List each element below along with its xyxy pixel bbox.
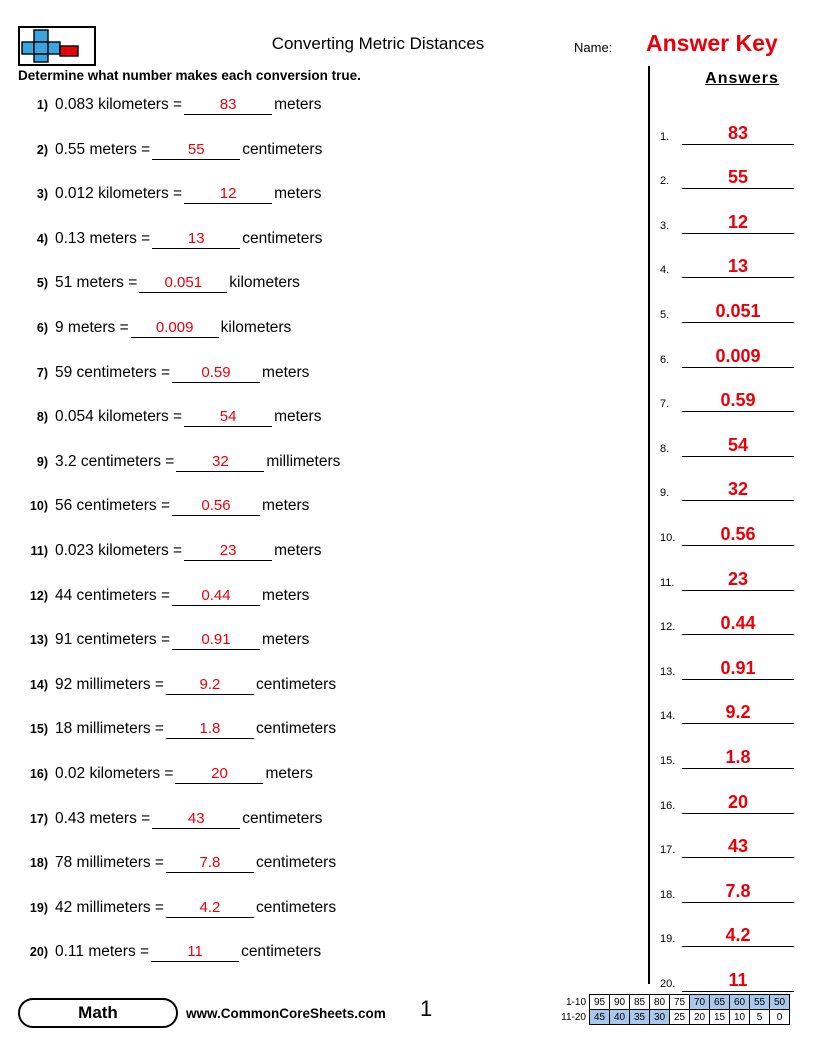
problem-row [18, 319, 638, 364]
score-cell: 65 [710, 995, 730, 1010]
problem-number: 14) [29, 677, 48, 692]
answer-number: 13. [660, 665, 676, 678]
problem-row [18, 720, 638, 765]
answer-value[interactable]: 23 [682, 568, 794, 591]
problem-unit: centimeters [255, 720, 337, 738]
name-label: Name: [574, 40, 613, 55]
problem-row [18, 676, 638, 721]
problem-list [18, 96, 638, 988]
problem-row [18, 765, 638, 810]
score-row-1 [558, 995, 790, 1010]
answer-blank[interactable]: 55 [152, 141, 240, 160]
answer-number: 4. [660, 264, 670, 277]
problem-row [18, 364, 638, 409]
problem-row [18, 631, 638, 676]
answer-number: 2. [660, 175, 670, 188]
problem-number: 7) [36, 365, 48, 380]
problem-number: 1) [36, 98, 48, 112]
score-cell: 55 [750, 995, 770, 1010]
answer-row [660, 907, 806, 952]
answer-row [660, 238, 806, 283]
answer-value[interactable]: 0.009 [682, 345, 794, 368]
answer-row [660, 372, 806, 417]
problem-number: 6) [36, 320, 48, 335]
answer-blank[interactable]: 54 [184, 408, 272, 427]
problem-number: 15) [29, 722, 48, 737]
answer-blank[interactable]: 0.44 [172, 587, 260, 606]
answer-number: 8. [660, 442, 670, 455]
problem-number: 10) [29, 499, 48, 514]
answer-blank[interactable]: 7.8 [166, 854, 254, 873]
answer-row [660, 728, 806, 773]
problem-text: 44 centimeters = [55, 586, 171, 604]
page-title: Converting Metric Distances [271, 34, 485, 53]
answer-blank[interactable]: 20 [175, 765, 263, 784]
answer-blank[interactable]: 4.2 [166, 899, 254, 918]
score-cell: 45 [590, 1010, 610, 1025]
problem-unit: centimeters [241, 943, 322, 961]
problem-text: 0.11 meters = [55, 943, 150, 961]
plus-blocks-logo-icon [18, 26, 96, 66]
score-cell: 80 [650, 995, 670, 1010]
answer-key-badge: Answer Key [646, 30, 778, 56]
problem-text: 18 millimeters = [55, 720, 164, 738]
answer-row [660, 282, 806, 327]
problem-text: 78 millimeters = [55, 854, 164, 872]
problem-number: 9) [36, 454, 48, 469]
problem-unit: centimeters [255, 898, 337, 916]
problem-text: 51 meters = [55, 274, 138, 292]
problem-number: 5) [36, 276, 48, 291]
problem-row [18, 810, 638, 855]
problem-text: 0.55 meters = [55, 140, 151, 158]
answer-number: 1. [660, 130, 670, 143]
problem-text: 59 centimeters = [55, 363, 171, 381]
problem-row [18, 230, 638, 275]
problem-unit: centimeters [242, 140, 323, 158]
score-cell: 75 [670, 995, 690, 1010]
column-divider [648, 66, 650, 984]
problem-unit: meters [274, 541, 322, 559]
problem-number: 2) [36, 142, 48, 157]
problem-text: 0.083 kilometers = [55, 96, 183, 113]
problem-text: 0.43 meters = [55, 809, 151, 827]
answer-number: 12. [660, 621, 676, 634]
score-cell: 70 [690, 995, 710, 1010]
answer-number: 6. [660, 353, 670, 366]
problem-row [18, 408, 638, 453]
worksheet-header [18, 26, 798, 66]
score-cell: 50 [770, 995, 790, 1010]
answer-row [660, 416, 806, 461]
answer-blank[interactable]: 32 [176, 453, 264, 472]
score-cell: 0 [770, 1010, 790, 1025]
score-cell: 85 [630, 995, 650, 1010]
answer-number: 11. [660, 576, 675, 589]
answer-number: 17. [660, 844, 676, 857]
score-row-1-label: 1-10 [565, 996, 586, 1008]
answer-number: 15. [660, 754, 676, 767]
answer-blank[interactable]: 9.2 [166, 676, 254, 695]
problem-number: 12) [29, 588, 48, 603]
problem-text: 9 meters = [55, 318, 129, 336]
answer-value[interactable]: 83 [682, 122, 794, 145]
problem-text: 0.023 kilometers = [55, 541, 183, 559]
problem-number: 13) [29, 633, 48, 648]
problem-row [18, 96, 638, 141]
problem-number: 11) [30, 543, 48, 558]
answer-blank[interactable]: 0.56 [172, 497, 260, 516]
answer-row [660, 639, 806, 684]
answer-value[interactable]: 0.051 [682, 300, 794, 323]
problem-unit: meters [262, 631, 310, 649]
problem-unit: meters [274, 96, 322, 113]
problem-unit: kilometers [220, 318, 292, 336]
answer-value[interactable]: 4.2 [682, 924, 794, 947]
answer-number: 5. [660, 308, 670, 321]
answer-blank[interactable]: 1.8 [166, 720, 254, 739]
problem-text: 3.2 centimeters = [55, 452, 175, 470]
problem-row [18, 899, 638, 944]
answer-value[interactable]: 55 [682, 166, 794, 189]
answer-blank[interactable]: 13 [152, 230, 240, 249]
score-cell: 30 [650, 1010, 670, 1025]
answer-row [660, 684, 806, 729]
problem-number: 16) [29, 766, 48, 781]
answer-number: 19. [660, 933, 676, 946]
answer-blank[interactable]: 0.91 [172, 631, 260, 650]
answer-row [660, 862, 806, 907]
score-cell: 95 [590, 995, 610, 1010]
problem-row [18, 453, 638, 498]
answer-row [660, 461, 806, 506]
problem-unit: meters [262, 586, 310, 604]
problem-text: 0.012 kilometers = [55, 185, 183, 203]
answer-row [660, 550, 806, 595]
answer-key-list [660, 104, 806, 996]
answer-value[interactable]: 9.2 [682, 701, 794, 724]
answer-number: 10. [660, 531, 676, 544]
answer-row [660, 951, 806, 996]
score-table [558, 994, 790, 1025]
answer-row [660, 149, 806, 194]
score-cell: 40 [610, 1010, 630, 1025]
problem-number: 4) [36, 231, 48, 246]
problem-row [18, 854, 638, 899]
answer-number: 20. [660, 977, 676, 990]
problem-unit: meters [262, 497, 310, 515]
problem-unit: meters [274, 408, 322, 426]
answer-value[interactable]: 20 [682, 791, 794, 814]
answer-blank[interactable]: 0.59 [172, 364, 260, 383]
answer-value[interactable]: 54 [682, 434, 794, 457]
answer-number: 16. [660, 799, 676, 812]
problem-text: 0.13 meters = [55, 229, 151, 247]
answer-number: 14. [660, 710, 676, 723]
answer-blank[interactable]: 0.009 [131, 319, 219, 338]
problem-unit: meters [262, 363, 310, 381]
answer-row [660, 818, 806, 863]
answer-row [660, 193, 806, 238]
answer-blank[interactable]: 0.051 [139, 274, 227, 293]
subject-badge: Math [18, 998, 178, 1028]
instructions-text: Determine what number makes each conversion true. [18, 68, 361, 83]
problem-number: 19) [29, 900, 48, 915]
site-url[interactable]: www.CommonCoreSheets.com [186, 1006, 386, 1021]
answer-value[interactable]: 11 [682, 969, 794, 992]
score-row-2 [558, 1010, 790, 1025]
answer-value[interactable]: 7.8 [682, 880, 794, 903]
answer-value[interactable]: 0.59 [682, 389, 794, 412]
problem-unit: centimeters [255, 675, 337, 693]
score-cell: 60 [730, 995, 750, 1010]
problem-unit: centimeters [242, 809, 323, 827]
answer-value[interactable]: 32 [682, 478, 794, 501]
score-cell: 25 [670, 1010, 690, 1025]
answer-row [660, 104, 806, 149]
problem-number: 17) [29, 811, 48, 826]
answer-value[interactable]: 12 [682, 211, 794, 234]
problem-text: 91 centimeters = [55, 631, 171, 649]
answer-row [660, 595, 806, 640]
answer-row [660, 327, 806, 372]
score-cell: 20 [690, 1010, 710, 1025]
problem-text: 0.02 kilometers = [55, 764, 174, 782]
answer-value[interactable]: 1.8 [682, 746, 794, 769]
problem-row [18, 542, 638, 587]
answer-number: 7. [660, 398, 670, 411]
problem-number: 8) [36, 410, 48, 425]
problem-row [18, 497, 638, 542]
problem-row [18, 185, 638, 230]
problem-text: 0.054 kilometers = [55, 408, 183, 426]
answers-heading: Answers [705, 70, 779, 87]
answer-value[interactable]: 13 [682, 255, 794, 278]
answer-row [660, 505, 806, 550]
answer-blank[interactable]: 12 [184, 185, 272, 204]
problem-unit: millimeters [266, 452, 341, 470]
answer-number: 9. [660, 487, 670, 500]
score-cell: 90 [610, 995, 630, 1010]
problem-row [18, 141, 638, 186]
problem-text: 56 centimeters = [55, 497, 171, 515]
answer-blank[interactable]: 83 [184, 96, 272, 115]
problem-number: 3) [36, 187, 48, 202]
score-cell: 5 [750, 1010, 770, 1025]
problem-text: 92 millimeters = [55, 675, 164, 693]
problem-row [18, 274, 638, 319]
answer-value[interactable]: 0.44 [682, 612, 794, 635]
score-cell: 15 [710, 1010, 730, 1025]
answer-blank[interactable]: 43 [152, 810, 240, 829]
answer-number: 18. [660, 888, 676, 901]
score-cell: 10 [730, 1010, 750, 1025]
answer-row [660, 773, 806, 818]
problem-number: 18) [29, 856, 48, 871]
problem-text: 42 millimeters = [55, 898, 164, 916]
problem-unit: meters [265, 764, 313, 782]
answer-blank[interactable]: 23 [184, 542, 272, 561]
answer-value[interactable]: 0.91 [682, 657, 794, 680]
problem-row [18, 943, 638, 988]
problem-unit: centimeters [255, 854, 337, 872]
score-cell: 35 [630, 1010, 650, 1025]
score-row-2-label: 11-20 [561, 1011, 586, 1023]
problem-row [18, 587, 638, 632]
problem-unit: centimeters [242, 229, 323, 247]
answer-value[interactable]: 0.56 [682, 523, 794, 546]
problem-unit: meters [274, 185, 322, 203]
answer-blank[interactable]: 11 [151, 943, 239, 962]
problem-unit: kilometers [229, 274, 300, 292]
problem-number: 20) [29, 945, 48, 960]
answer-number: 3. [660, 219, 670, 232]
answer-value[interactable]: 43 [682, 835, 794, 858]
page-number: 1 [420, 996, 433, 1021]
